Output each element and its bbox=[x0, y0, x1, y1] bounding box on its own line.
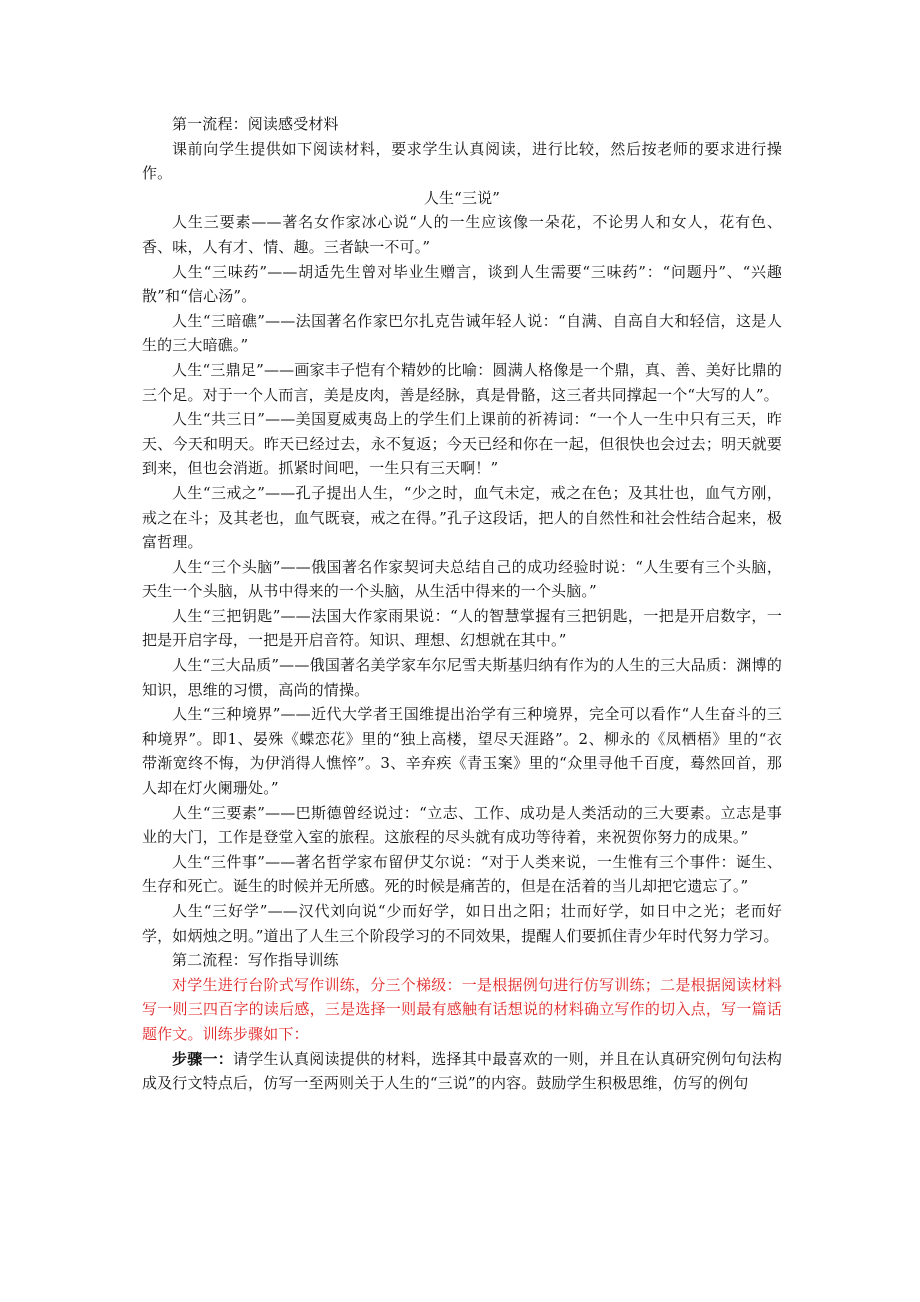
article-paragraph: 人生“三鼎足”——画家丰子恺有个精妙的比喻：圆满人格像是一个鼎，真、善、美好比鼎的三个足。对于一个人而言，美是皮肉，善是经脉，真是骨骼，这三者共同撑起一个“大写的人”。 bbox=[142, 360, 782, 404]
article-paragraph: 人生“三大品质”——俄国著名美学家车尔尼雪夫斯基归纳有作为的人生的三大品质：渊博的知识，思维的习惯，高尚的情操。 bbox=[142, 656, 782, 699]
article-paragraph: 人生“三戒之”——孔子提出人生，“少之时，血气未定，戒之在色；及其壮也，血气方刚，戒之在斗；及其老也，血气既衰，戒之在得。”孔子这段话，把人的自然性和社会性结合起来，极富哲理。 bbox=[142, 483, 782, 552]
document-page bbox=[142, 112, 782, 1096]
article-paragraph: 人生“三味药”——胡适先生曾对毕业生赠言，谈到人生需要“三味药”：“问题丹”、“兴趣散”和“信心汤”。 bbox=[142, 262, 782, 306]
article-paragraph: 人生“三暗礁”——法国著名作家巴尔扎克告诫年轻人说：“自满、自高自大和轻信，这是人生的三大暗礁。” bbox=[142, 311, 782, 355]
step1-text: 请学生认真阅读提供的材料，选择其中最喜欢的一则，并且在认真研究例句句法构成及行文特点后，仿写一至两则关于人生的“三说”的内容。鼓励学生积极思维，仿写的例句 bbox=[142, 1049, 782, 1093]
article-paragraph: 人生“三个头脑”——俄国著名作家契诃夫总结自己的成功经验时说：“人生要有三个头脑，天生一个头脑，从书中得来的一个头脑，从生活中得来的一个头脑。” bbox=[142, 557, 782, 601]
step1-label: 步骤一： bbox=[172, 1049, 234, 1068]
training-description: 对学生进行台阶式写作训练，分三个梯级：一是根据例句进行仿写训练；二是根据阅读材料写一则三四百字的读后感，三是选择一则最有感触有话想说的材料确立写作的切入点，写一篇话题作文。训练步骤如下： bbox=[142, 975, 782, 1043]
flow1-intro: 课前向学生提供如下阅读材料，要求学生认真阅读，进行比较，然后按老师的要求进行操作。 bbox=[142, 139, 782, 183]
article-paragraph: 人生“三件事”——著名哲学家布留伊艾尔说：“对于人类来说，一生惟有三个事件：诞生、生存和死亡。诞生的时候并无所感。死的时候是痛苦的，但是在活着的当儿却把它遗忘了。” bbox=[142, 852, 782, 896]
article-paragraph: 人生“三种境界”——近代大学者王国维提出治学有三种境界，完全可以看作“人生奋斗的三种境界”。即1、晏殊《蝶恋花》里的“独上高楼，望尽天涯路”。2、柳永的《凤栖梧》里的“衣带渐宽终不悔，为伊消得人憔悴”。3、辛弃疾《青玉案》里的“众里寻他千百度，蓦然回首，那人却在灯火阑珊处。” bbox=[142, 705, 782, 798]
article-title: 人生“三说” bbox=[423, 188, 501, 207]
article-paragraph: 人生“三要素”——巴斯德曾经说过：“立志、工作、成功是人类活动的三大要素。立志是事业的大门，工作是登堂入室的旅程。这旅程的尽头就有成功等待着，来祝贺你努力的成果。” bbox=[142, 803, 782, 847]
step1-paragraph bbox=[142, 1047, 782, 1096]
flow2-heading: 第二流程：写作指导训练 bbox=[172, 951, 339, 970]
flow1-heading: 第一流程：阅读感受材料 bbox=[172, 115, 339, 133]
article-paragraph: 人生“共三日”——美国夏威夷岛上的学生们上课前的祈祷词：“一个人一生中只有三天，昨天、今天和明天。昨天已经过去，永不复返；今天已经和你在一起，但很快也会过去；明天就要到来，但也会消逝。抓紧时间吧，一生只有三天啊！” bbox=[142, 410, 782, 478]
article-paragraph: 人生“三好学”——汉代刘向说“少而好学，如日出之阳；壮而好学，如日中之光；老而好学，如炳烛之明。”道出了人生三个阶段学习的不同效果，提醒人们要抓住青少年时代努力学习。 bbox=[142, 902, 782, 945]
article-paragraph: 人生三要素——著名女作家冰心说“人的一生应该像一朵花，不论男人和女人，花有色、香、味，人有才、情、趣。三者缺一不可。” bbox=[142, 213, 782, 256]
article-paragraph: 人生“三把钥匙”——法国大作家雨果说：“人的智慧掌握有三把钥匙，一把是开启数字，一把是开启字母，一把是开启音符。知识、理想、幻想就在其中。” bbox=[142, 606, 782, 650]
